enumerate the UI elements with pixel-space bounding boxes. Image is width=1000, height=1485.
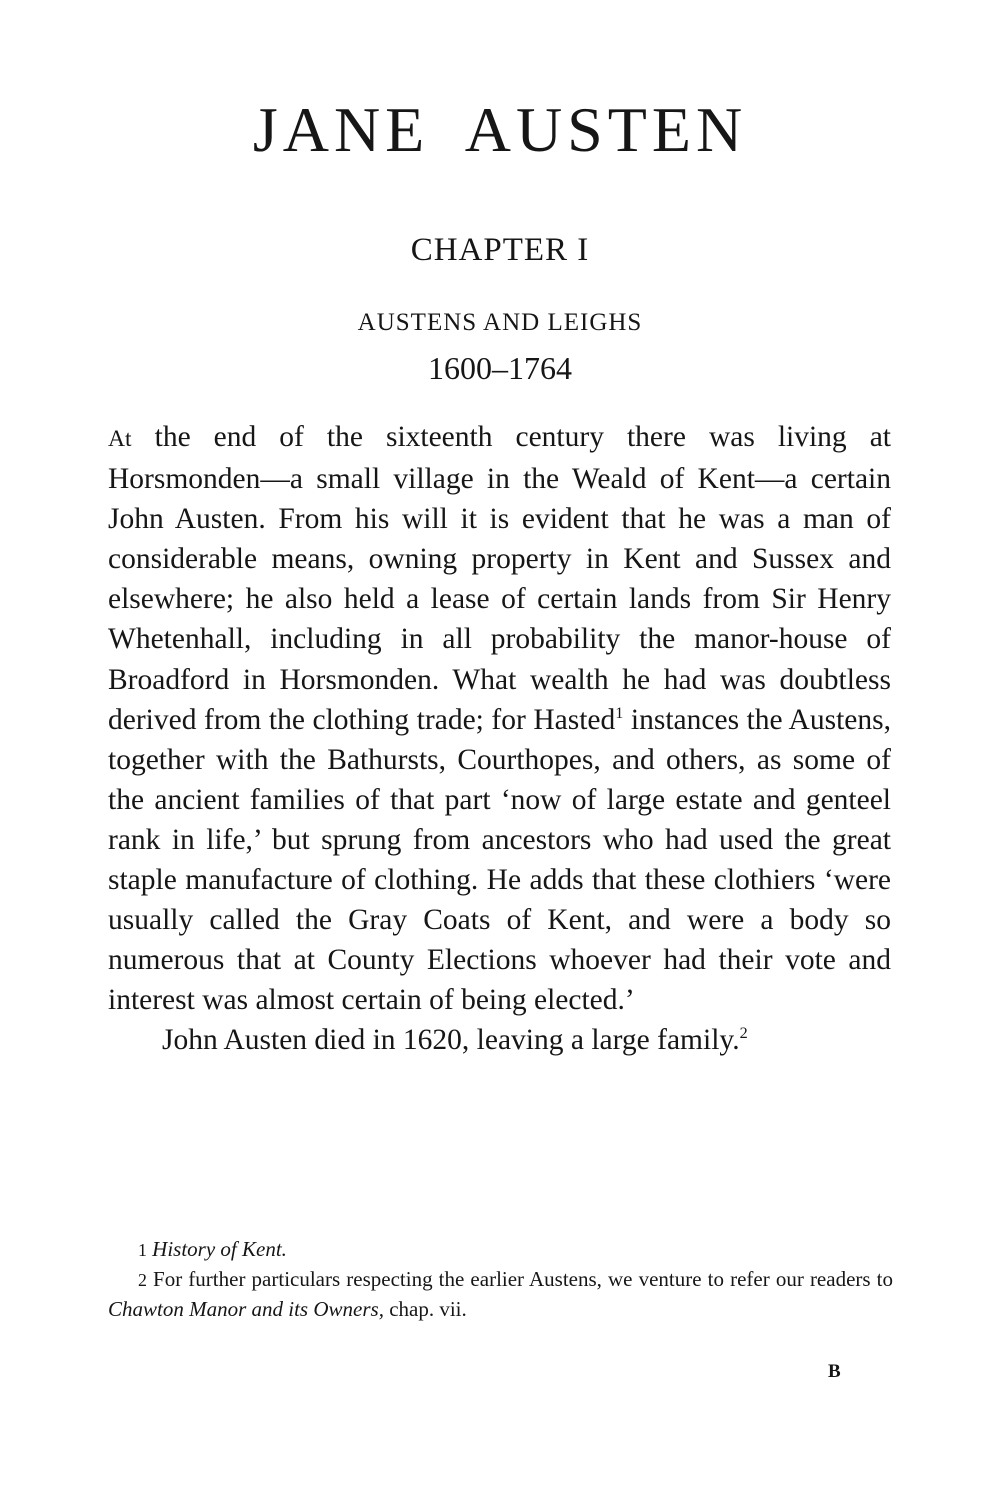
signature-mark: B xyxy=(828,1361,841,1382)
footnote-ref-2: 2 xyxy=(739,1024,748,1043)
paragraph-1 xyxy=(108,417,891,1020)
chapter-subtitle: AUSTENS AND LEIGHS xyxy=(357,309,643,336)
body-text xyxy=(108,417,891,1061)
footnotes xyxy=(108,1235,893,1324)
footnote-2-text-a: For further particulars respecting the earlier Austens, we venture to refer our readers to xyxy=(153,1267,893,1291)
paragraph-1-text-b: instances the Austens, together with the Bathursts, Courthopes, and others, as some of the ancient families of that part ‘now of large estate and genteel rank in life,’ but sprung from ancestors who had used the great staple manufacture of clothing. He adds that these clothiers ‘were usually called the Gray Coats of Kent, and were a body so numerous that at County Elections whoever had their vote and interest was almost certain of being elected.’ xyxy=(108,703,891,1017)
chapter-dates: 1600–1764 xyxy=(428,350,572,386)
footnote-2-title: Chawton Manor and its Owners, xyxy=(108,1297,384,1321)
paragraph-1-text-a: the end of the sixteenth century there was living at Horsmonden—a small village in the Weald of Kent—a certain John Austen. From his will it is evident that he was a man of considerable means, owning property in Kent and Sussex and elsewhere; he also held a lease of certain lands from Sir Henry Whetenhall, including in all probability the manor-house of Broadford in Horsmonden. What wealth he had was doubtless derived from the clothing trade; for Hasted xyxy=(108,421,891,736)
footnote-2-number: 2 xyxy=(138,1270,147,1290)
footnote-2-text-b: chap. vii. xyxy=(383,1297,467,1321)
footnote-1-number: 1 xyxy=(138,1240,147,1260)
paragraph-2-text: John Austen died in 1620, leaving a large family. xyxy=(162,1024,740,1057)
footnote-1-title: History of Kent. xyxy=(152,1237,287,1261)
opening-small-caps: At xyxy=(108,426,132,452)
paragraph-2 xyxy=(108,1020,891,1060)
footnote-ref-1: 1 xyxy=(615,703,624,722)
footnote-2 xyxy=(108,1265,893,1324)
book-title: JANE AUSTEN xyxy=(252,94,748,165)
chapter-heading: CHAPTER I xyxy=(410,232,590,268)
footnote-1 xyxy=(108,1235,893,1265)
